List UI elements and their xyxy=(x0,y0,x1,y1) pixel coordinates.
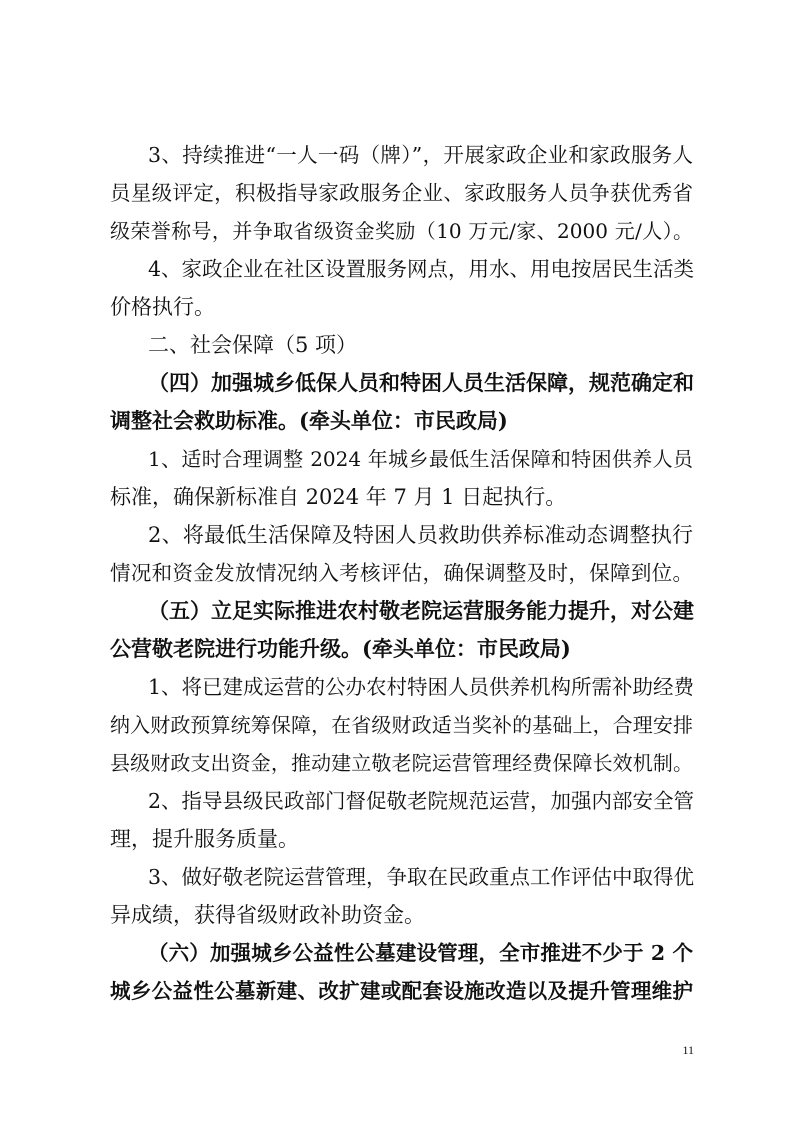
subsection-heading: （四）加强城乡低保人员和特困人员生活保障，规范确定和 xyxy=(148,370,694,395)
paragraph-line: 1、适时合理调整 2024 年城乡最低生活保障和特困供养人员 xyxy=(148,447,693,471)
paragraph-line: 纳入财政预算统筹保障，在省级财政适当奖补的基础上，合理安排 xyxy=(110,713,693,737)
paragraph-line: 理，提升服务质量。 xyxy=(110,827,299,851)
paragraph-line: 级荣誉称号，并争取省级资金奖励（10 万元/家、2000 元/人）。 xyxy=(110,219,693,243)
paragraph-line: 情况和资金发放情况纳入考核评估，确保调整及时，保障到位。 xyxy=(110,561,693,585)
page-number: 11 xyxy=(682,1043,694,1057)
paragraph-line: 员星级评定，积极指导家政服务企业、家政服务人员争获优秀省 xyxy=(110,181,693,205)
subsection-heading: 调整社会救助标准。(牵头单位：市民政局) xyxy=(110,408,508,433)
paragraph-line: 3、做好敬老院运营管理，争取在民政重点工作评估中取得优 xyxy=(148,865,695,889)
section-heading: 二、社会保障（5 项） xyxy=(148,333,358,357)
paragraph-line: 异成绩，获得省级财政补助资金。 xyxy=(110,903,425,927)
subsection-heading: （五）立足实际推进农村敬老院运营服务能力提升，对公建 xyxy=(148,598,694,623)
paragraph-line: 1、将已建成运营的公办农村特困人员供养机构所需补助经费 xyxy=(148,675,695,699)
paragraph-line: 2、将最低生活保障及特困人员救助供养标准动态调整执行 xyxy=(148,523,693,547)
paragraph-line: 4、家政企业在社区设置服务网点，用水、用电按居民生活类 xyxy=(148,257,695,281)
paragraph-line: 2、指导县级民政部门督促敬老院规范运营，加强内部安全管 xyxy=(148,789,695,813)
subsection-heading: （六）加强城乡公益性公墓建设管理，全市推进不少于 2 个 xyxy=(148,941,693,965)
subsection-heading: 公营敬老院进行功能升级。(牵头单位：市民政局) xyxy=(110,636,571,661)
paragraph-line: 价格执行。 xyxy=(110,295,215,319)
paragraph-line: 标准，确保新标准自 2024 年 7 月 1 日起执行。 xyxy=(110,485,567,509)
subsection-heading: 城乡公益性公墓新建、改扩建或配套设施改造以及提升管理维护 xyxy=(110,979,693,1003)
paragraph-line: 3、持续推进“一人一码（牌）”，开展家政企业和家政服务人 xyxy=(148,143,693,167)
paragraph-line: 县级财政支出资金，推动建立敬老院运营管理经费保障长效机制。 xyxy=(110,751,693,775)
